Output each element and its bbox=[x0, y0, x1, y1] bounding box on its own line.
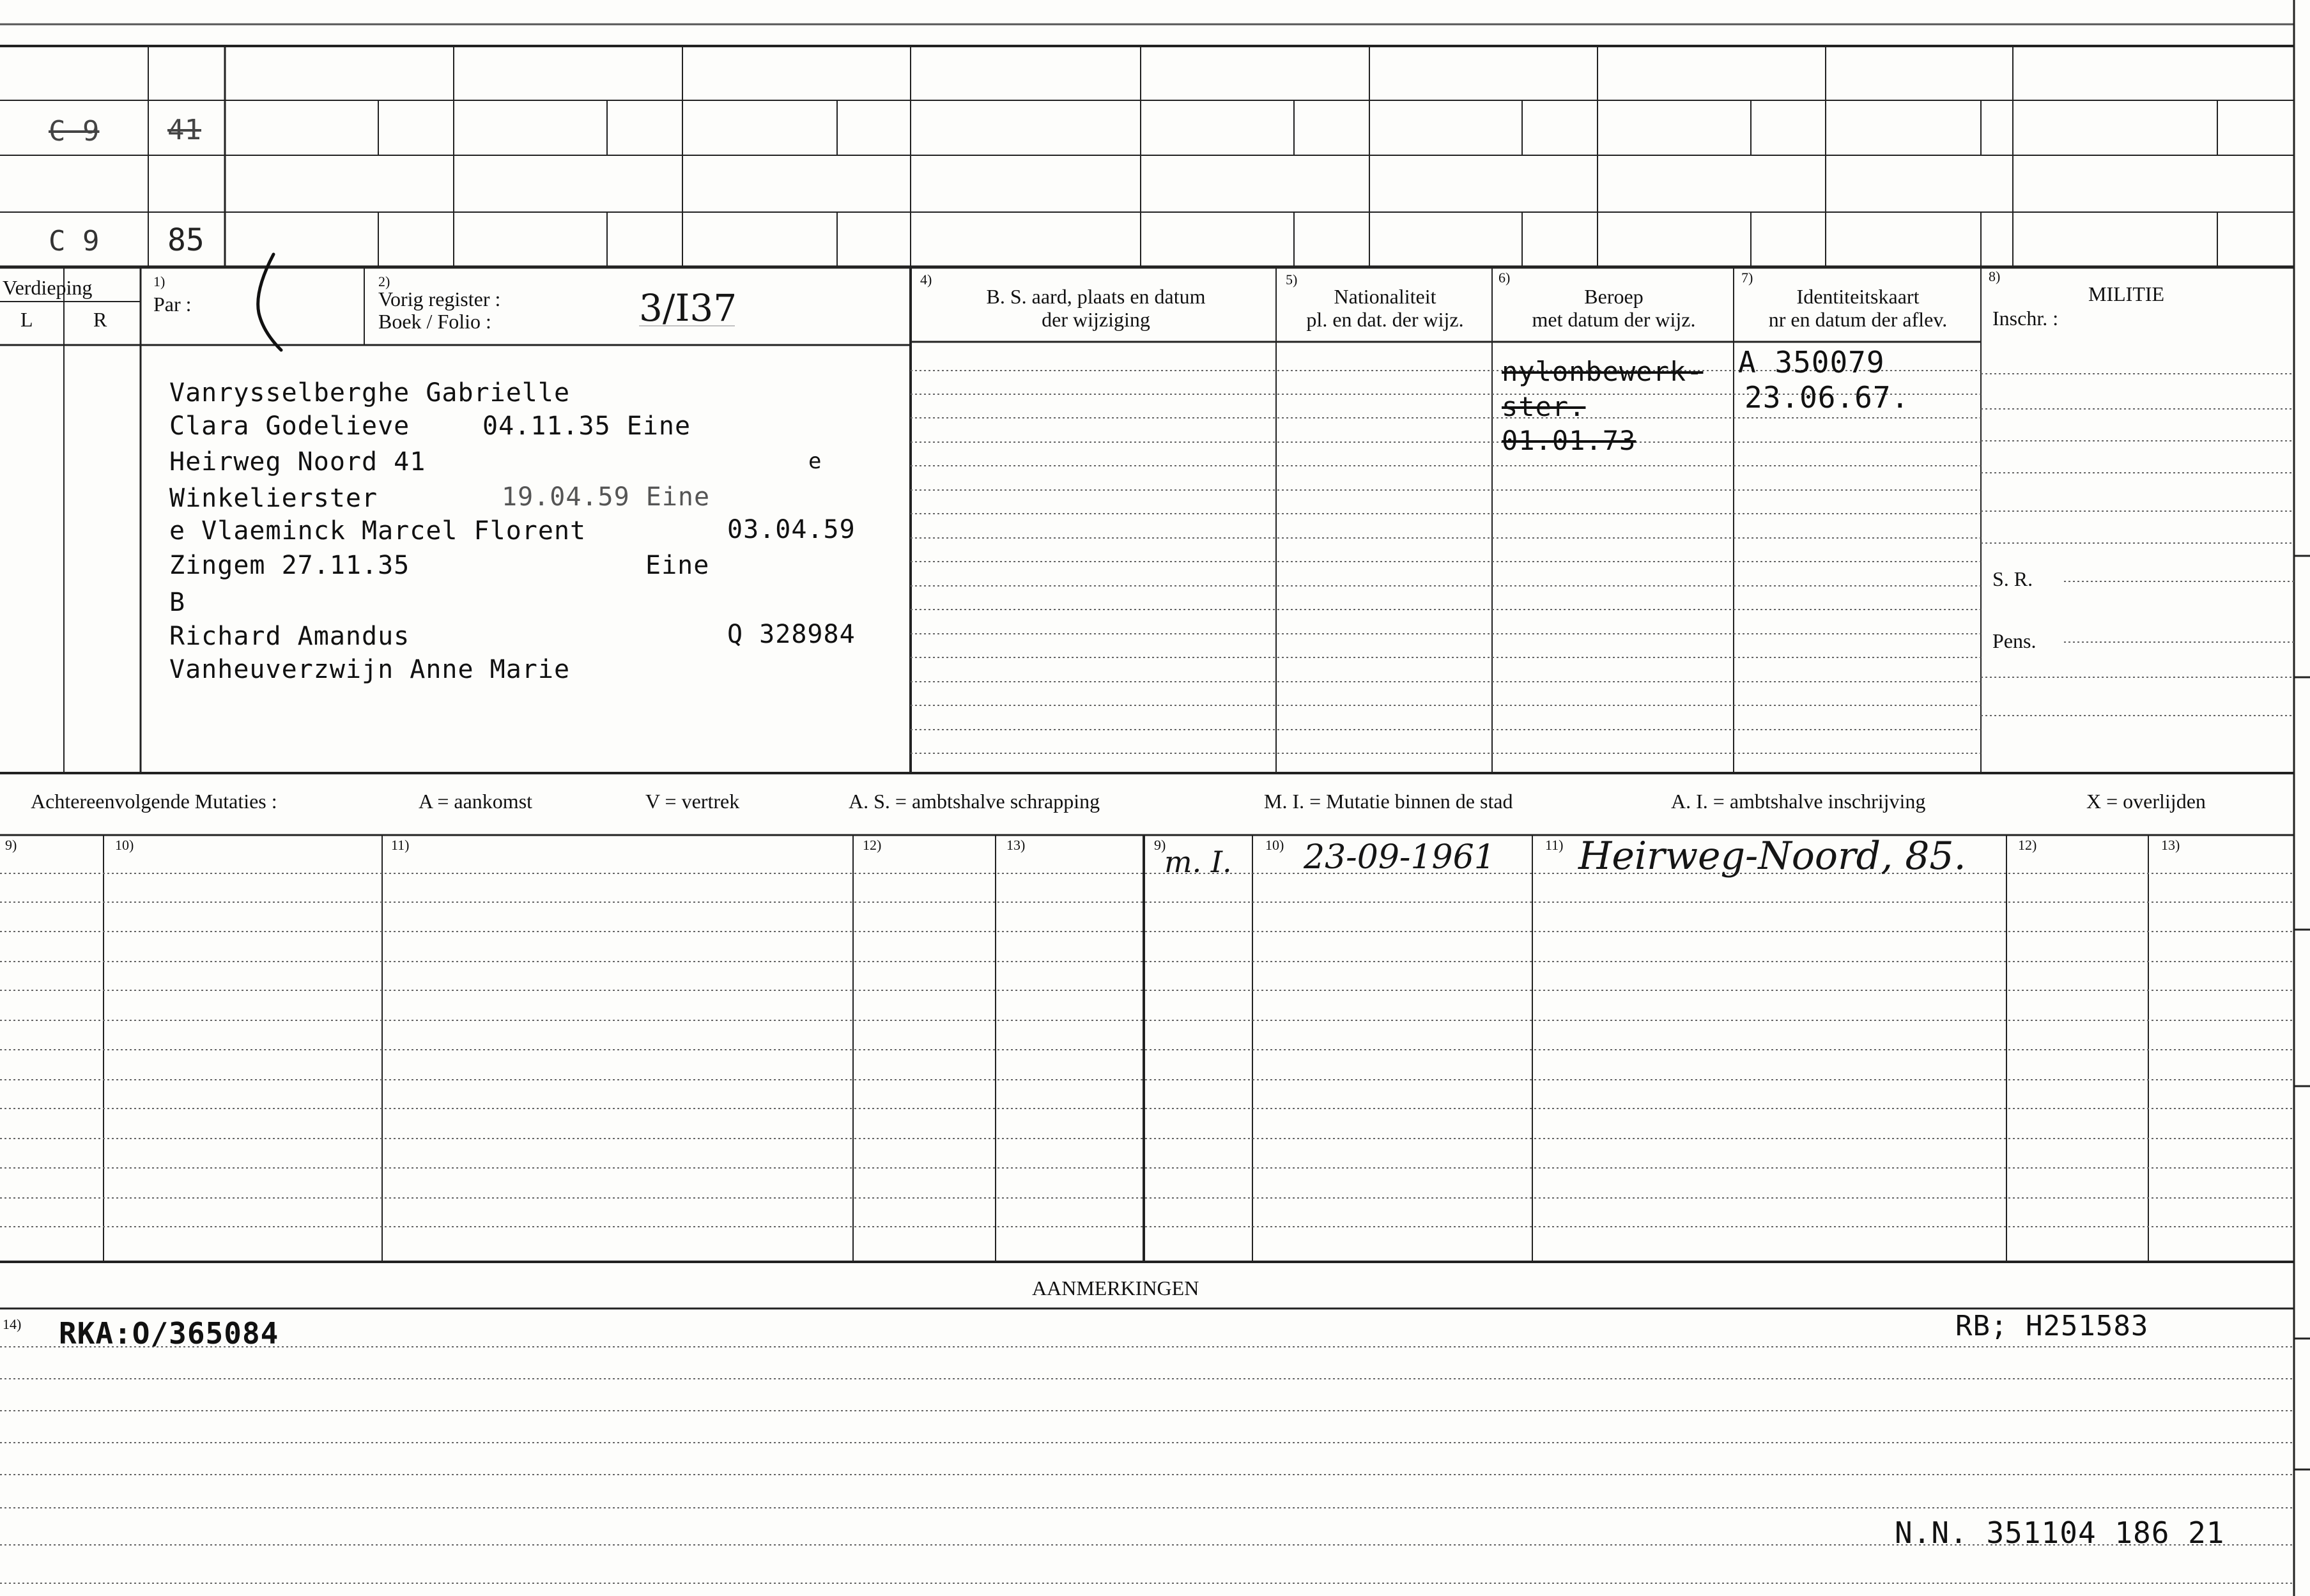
mut-col-13-right: 13) bbox=[2161, 837, 2180, 853]
mutation-code: m. I. bbox=[1164, 845, 1232, 879]
mutation-date: 23-09-1961 bbox=[1304, 838, 1495, 877]
inschr-label: Inschr. : bbox=[1992, 307, 2059, 330]
boek-folio-value: 3/I37 bbox=[639, 286, 737, 330]
beroep-line-3: 01.01.73 bbox=[1502, 425, 1636, 456]
marriage-date-2: 03.04.59 bbox=[727, 515, 856, 544]
national-number: N.N. 351104 186 21 bbox=[1895, 1515, 2225, 1550]
mut-col-13-left: 13) bbox=[1006, 837, 1026, 853]
mutatie-aankomst: A = aankomst bbox=[419, 790, 533, 813]
person-line-7: B bbox=[169, 588, 186, 617]
vorig-register-label: Vorig register : bbox=[378, 288, 501, 311]
nat-number: 5) bbox=[1286, 272, 1298, 288]
person-line-3: Heirweg Noord 41 bbox=[169, 447, 426, 477]
id-number: 7) bbox=[1741, 270, 1753, 286]
mut-col-10-left: 10) bbox=[115, 837, 134, 853]
id-header-line2: nr en datum der aflev. bbox=[1768, 308, 1948, 331]
beroep-number: 6) bbox=[1498, 270, 1511, 286]
floor-left-label: L bbox=[20, 308, 33, 331]
code-row2-right: 85 bbox=[167, 222, 204, 258]
mutatie-ambtshalve-inschrijving: A. I. = ambtshalve inschrijving bbox=[1671, 790, 1926, 813]
mut-col-11-right: 11) bbox=[1545, 837, 1564, 853]
person-line-1: Vanrysselberghe Gabrielle bbox=[169, 378, 571, 408]
beroep-header-line2: met datum der wijz. bbox=[1532, 308, 1696, 331]
person-line-2: Clara Godelieve bbox=[169, 411, 410, 441]
mut-col-9-right: 9) bbox=[1154, 837, 1166, 853]
birth-date-place: 04.11.35 Eine bbox=[482, 411, 691, 441]
aanmerkingen-title: AANMERKINGEN bbox=[1032, 1277, 1199, 1300]
vorig-number: 2) bbox=[378, 273, 390, 289]
code-row1-left: C 9 bbox=[49, 115, 100, 148]
mut-col-12-left: 12) bbox=[863, 837, 882, 853]
floor-right-label: R bbox=[93, 308, 107, 331]
aanmerkingen-number: 14) bbox=[3, 1316, 22, 1332]
mut-col-9-left: 9) bbox=[5, 837, 17, 853]
id-card-number: A 350079 bbox=[1738, 345, 1885, 380]
spouse-birth-place: Eine bbox=[645, 551, 710, 580]
mut-col-11-left: 11) bbox=[391, 837, 410, 853]
par-number: 1) bbox=[153, 273, 166, 289]
mut-col-12-right: 12) bbox=[2018, 837, 2037, 853]
person-line-8: Richard Amandus bbox=[169, 622, 410, 651]
rka-number: RKA:O/365084 bbox=[59, 1316, 279, 1351]
marriage-date-place: 19.04.59 Eine bbox=[502, 482, 711, 512]
superscript-e: e bbox=[808, 449, 822, 474]
boek-folio-label: Boek / Folio : bbox=[378, 310, 491, 333]
nat-header-line1: Nationaliteit bbox=[1334, 285, 1436, 308]
id-reference: Q 328984 bbox=[727, 620, 856, 649]
mutaties-title: Achtereenvolgende Mutaties : bbox=[31, 790, 277, 813]
militie-number: 8) bbox=[1989, 268, 2001, 284]
bs-header-line1: B. S. aard, plaats en datum bbox=[986, 285, 1206, 308]
mutation-address: Heirweg-Noord, 85. bbox=[1578, 834, 1966, 879]
mutatie-vertrek: V = vertrek bbox=[645, 790, 740, 813]
sr-label: S. R. bbox=[1992, 567, 2033, 590]
mutatie-overlijden: X = overlijden bbox=[2086, 790, 2206, 813]
mutatie-ambtshalve-schrapping: A. S. = ambtshalve schrapping bbox=[849, 790, 1100, 813]
id-card-date: 23.06.67. bbox=[1744, 380, 1910, 415]
militie-header: MILITIE bbox=[2088, 282, 2165, 305]
beroep-header-line1: Beroep bbox=[1584, 285, 1644, 308]
person-line-4: Winkelierster bbox=[169, 484, 378, 513]
beroep-line-1: nylonbewerk- bbox=[1502, 356, 1704, 387]
person-line-5: e Vlaeminck Marcel Florent bbox=[169, 516, 587, 546]
mutatie-binnen-stad: M. I. = Mutatie binnen de stad bbox=[1264, 790, 1513, 813]
nat-header-line2: pl. en dat. der wijz. bbox=[1306, 308, 1464, 331]
par-label: Par : bbox=[153, 293, 192, 316]
id-header-line1: Identiteitskaart bbox=[1796, 285, 1920, 308]
verdieping-label: Verdieping bbox=[3, 276, 93, 299]
person-line-9: Vanheuverzwijn Anne Marie bbox=[169, 655, 571, 684]
beroep-line-2: ster. bbox=[1502, 391, 1586, 422]
rb-number: RB; H251583 bbox=[1955, 1310, 2149, 1342]
person-line-6: Zingem 27.11.35 bbox=[169, 551, 410, 580]
code-row2-left: C 9 bbox=[49, 225, 100, 257]
code-row1-right: 41 bbox=[167, 114, 201, 146]
bs-number: 4) bbox=[920, 272, 932, 288]
bs-header-line2: der wijziging bbox=[1042, 308, 1150, 331]
pens-label: Pens. bbox=[1992, 629, 2037, 652]
mut-col-10-right: 10) bbox=[1265, 837, 1284, 853]
